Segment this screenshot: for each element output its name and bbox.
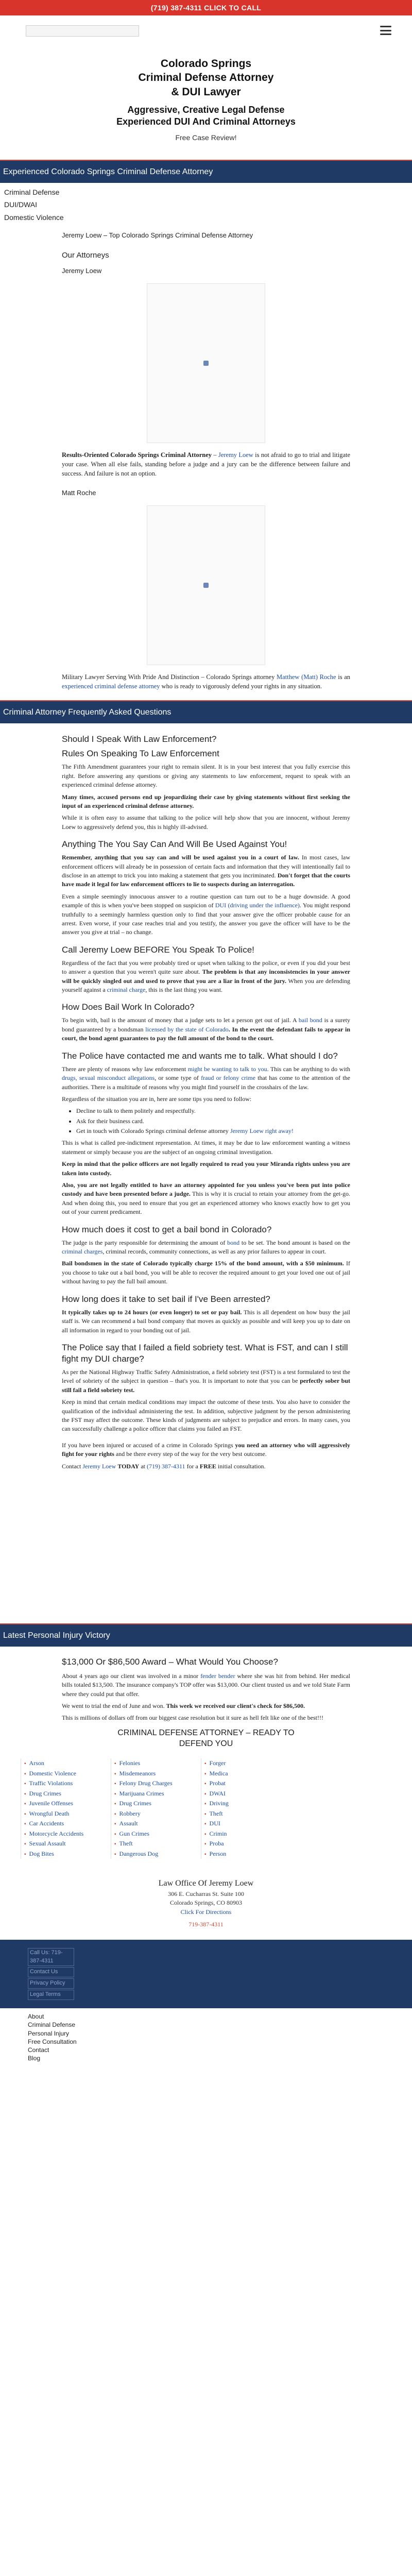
cda-item[interactable]: ▪ Forger xyxy=(204,1758,291,1769)
cda-item[interactable]: ▪ Car Accidents xyxy=(24,1819,111,1829)
cda-item[interactable]: ▪ Theft xyxy=(204,1809,291,1819)
faq-section xyxy=(62,723,350,1489)
directions-link[interactable]: Click For Directions xyxy=(180,1908,232,1916)
faq-text: to be set. The bond amount is based on the xyxy=(241,1239,351,1246)
footer-contact-link[interactable]: Contact Us xyxy=(28,1967,74,1977)
cda-column-2 xyxy=(111,1758,201,1859)
bio-text: is an xyxy=(338,673,351,681)
faq-text: In most cases, law enforcement officers will already be in possession of certain facts and information that they will intentionally fail to disclose in an attempt to trick you into making a statement that gets you incriminated. xyxy=(62,854,350,879)
cda-item[interactable]: ▪ Marijuana Crimes xyxy=(114,1789,201,1799)
attorney-bio-matt xyxy=(62,672,350,691)
cda-item[interactable]: ▪ Dog Bites xyxy=(24,1849,111,1859)
cda-heading xyxy=(62,1728,350,1750)
hero-subtitle-line: Experienced DUI And Criminal Attorneys xyxy=(116,116,296,127)
free-case-review-link[interactable]: Free Case Review! xyxy=(175,133,237,142)
faq-text: To begin with, bail is the amount of money that a judge sets to let a person get out of jail. A xyxy=(62,1016,297,1024)
attorneys-section xyxy=(62,231,350,691)
hamburger-menu-icon[interactable] xyxy=(380,26,391,35)
faq-paragraph xyxy=(62,1065,350,1092)
bail-bond-link[interactable]: bail bond xyxy=(298,1016,322,1024)
faq-text: This is all dependent on how busy the jail staff is. We can recommend a bail bond company that moves as quickly as possible and will keep you up to date on all information in regard to your bonding out of jail. xyxy=(62,1308,350,1334)
faq-question: Should I Speak With Law Enforcement? xyxy=(62,734,217,744)
injury-heading: $13,000 Or $86,500 Award – What Would You Choose? xyxy=(62,1657,278,1667)
office-address-line: Colorado Springs, CO 80903 xyxy=(169,1899,242,1906)
faq-paragraph xyxy=(62,793,350,811)
list-item xyxy=(76,1127,350,1136)
cda-item[interactable]: ▪ Motorcycle Accidents xyxy=(24,1829,111,1839)
injury-paragraph xyxy=(62,1672,350,1699)
drugs-link[interactable]: drugs, sexual misconduct allegations xyxy=(62,1074,155,1082)
experienced-attorney-link[interactable]: experienced criminal defense attorney xyxy=(62,682,160,690)
faq-paragraph xyxy=(62,1308,350,1335)
office-address-line: 306 E. Cucharras St. Suite 100 xyxy=(168,1890,244,1897)
faq-paragraph: Regardless of the situation you are in, here are some tips you need to follow: xyxy=(62,1095,252,1103)
cda-item[interactable]: ▪ Felonies xyxy=(114,1758,201,1769)
faq-paragraph xyxy=(62,1441,350,1459)
cda-item[interactable]: ▪ Domestic Violence xyxy=(24,1769,111,1779)
practice-section-bar: Experienced Colorado Springs Criminal Defense Attorney xyxy=(0,160,412,183)
faq-strong: It typically takes up to 24 hours (or even longer) to set or pay bail. xyxy=(62,1308,242,1316)
hamburger-line xyxy=(380,26,391,27)
cda-item[interactable]: ▪ DUI xyxy=(204,1819,291,1829)
cda-item[interactable]: ▪ Medica xyxy=(204,1769,291,1779)
faq-paragraph xyxy=(62,1016,350,1043)
footer-nav-personal-injury[interactable]: Personal Injury xyxy=(28,2029,70,2037)
cda-item[interactable]: ▪ Proba xyxy=(204,1839,291,1849)
phone-link[interactable]: (719) 387-4311 xyxy=(147,1462,185,1470)
bond-link[interactable]: bond xyxy=(227,1239,240,1246)
faq-paragraph xyxy=(62,853,350,889)
attorney-photo-matt xyxy=(147,505,265,665)
faq-paragraph xyxy=(62,1160,350,1178)
jeremy-loew-link[interactable]: Jeremy Loew xyxy=(82,1462,116,1470)
faq-paragraph: While it is often easy to assume that talking to the police will help show that you are innocent, without Jeremy Loew to aggressively defend you, this is highly ill-advised. xyxy=(62,814,350,831)
faq-strong: Remember, anything that you say can and will be used against you in a court of law. xyxy=(62,854,299,861)
cda-item[interactable]: ▪ Theft xyxy=(114,1839,201,1849)
footer-nav-contact[interactable]: Contact xyxy=(28,2046,49,2054)
cda-heading-line: DEFEND YOU xyxy=(179,1739,233,1748)
injury-strong: This week we received our client's check for $86,500. xyxy=(166,1702,305,1709)
bio-text: Military Lawyer Serving With Pride And Distinction – Colorado Springs attorney xyxy=(62,673,275,681)
faq-strong: . In the event the defendant fails to appear in court, the bond agent guarantees to pay the full amount of the bond to the court. xyxy=(62,1025,351,1042)
cda-column-1 xyxy=(21,1758,111,1859)
faq-text: that has come to the attention of the authorities. There is a multitude of reasons why you might find yourself in the crosshairs of the law. xyxy=(62,1074,351,1091)
criminal-charges-link[interactable]: criminal charges xyxy=(62,1248,103,1256)
faq-text: If you have been injured or accused of a crime in Colorado Springs xyxy=(62,1441,233,1449)
fender-bender-link[interactable]: fender bender xyxy=(200,1672,235,1680)
list-item: • Decline to talk to them politely and respectfully. xyxy=(76,1107,350,1115)
faq-text: This is why it is crucial to retain your attorney from the get-go. And when doing this, you need to ensure that you get an experienced attorney who knows exactly how to get you out of your current predicament. xyxy=(62,1190,350,1216)
footer-nav-about[interactable]: About xyxy=(28,2013,44,2021)
faq-text: initial consultation. xyxy=(217,1462,266,1470)
hamburger-line xyxy=(380,33,391,35)
faq-paragraph: The Fifth Amendment guarantees your right to remain silent. It is in your best interest that you fully exercise this right. Before answering any questions or giving any statements to law enforcement, request to speak with an experienced criminal defense attorney. xyxy=(62,763,350,789)
faq-question: How long does it take to set bail if I've Been arrested? xyxy=(62,1294,270,1304)
faq-paragraph xyxy=(62,1368,350,1395)
faq-paragraph xyxy=(62,1181,350,1217)
cda-item[interactable]: ▪ Wrongful Death xyxy=(24,1809,111,1819)
faq-paragraph: This is what is called pre-indictment representation. At times, it may be due to law enforcement wanting a witness statement or simply because you are the subject of an ongoing criminal investigation. xyxy=(62,1139,350,1156)
faq-text: Even a simple seemingly innocuous answer to a routine question can turn out to be a huge downside. A good example of this is when you've been stopped on suspicion of xyxy=(62,892,350,909)
jeremy-loew-link[interactable]: Jeremy Loew right away! xyxy=(230,1127,294,1135)
bio-strong: Results-Oriented Colorado Springs Criminal Attorney xyxy=(62,451,212,459)
faq-question: The Police say that I failed a field sobriety test. What is FST, and can I still fight my DUI charge? xyxy=(62,1342,348,1364)
office-phone-link[interactable]: 719-387-4311 xyxy=(188,1921,224,1928)
faq-paragraph: Keep in mind that certain medical conditions may impact the outcome of these tests. You also have to consider the qualification of the individual administering the test. In addition, subjective judgment by the person administering the FST may affect the outcome. These kinds of judgments are subject to prejudice and errors. In many cases, you can successfully challenge a police officer that claims you failed an FST. xyxy=(62,1398,350,1433)
hero-title-line: Colorado Springs xyxy=(160,58,252,70)
hamburger-line xyxy=(380,30,391,31)
footer-nav xyxy=(0,2008,412,2083)
cda-item[interactable]: ▪ Drug Crimes xyxy=(24,1789,111,1799)
faq-text: is a surety bond guaranteed by a bondsman xyxy=(62,1016,351,1033)
jeremy-loew-link[interactable]: Jeremy Loew xyxy=(218,451,253,459)
cda-item[interactable]: ▪ Juvenile Offenses xyxy=(24,1799,111,1809)
faq-text: If you choose to take out a bail bond, you will be able to recover the required amount to get your loved one out of jail without having to pay the full bail amount. xyxy=(62,1260,350,1285)
footer-nav-blog[interactable]: Blog xyxy=(28,2055,41,2062)
cda-item[interactable]: ▪ Traffic Violations xyxy=(24,1778,111,1789)
injury-text: About 4 years ago our client was involved in a minor xyxy=(62,1672,199,1680)
faq-paragraph xyxy=(62,1462,350,1471)
faq-question: How Does Bail Work In Colorado? xyxy=(62,1002,195,1012)
hero-subtitle-line: Aggressive, Creative Legal Defense xyxy=(127,104,285,115)
attorney-tab-title[interactable]: Jeremy Loew – Top Colorado Springs Criminal Defense Attorney xyxy=(62,231,253,240)
footer-nav-free-consultation[interactable]: Free Consultation xyxy=(28,2038,77,2045)
talk-to-you-link[interactable]: might be wanting to talk to you xyxy=(187,1065,267,1073)
faq-paragraph xyxy=(62,1259,350,1286)
bio-text: who is ready to vigorously defend your rights in any situation. xyxy=(161,682,322,690)
injury-section xyxy=(62,1647,350,1758)
faq-strong: TODAY xyxy=(117,1462,140,1470)
faq-strong: Don't forget that the courts have made it legal for law enforcement officers to lie to suspects during an interrogation. xyxy=(62,871,351,888)
practice-item-criminal-defense[interactable]: Criminal Defense xyxy=(4,188,60,197)
footer-privacy-link[interactable]: Privacy Policy xyxy=(28,1978,74,1989)
faq-text: As per the National Highway Traffic Safety Administration, a field sobriety test (FST) is a test formulated to test the level of sobriety of the subject in question – that's you. It is important to note that you can be xyxy=(62,1368,350,1385)
cda-item[interactable]: ▪ Gun Crimes xyxy=(114,1829,201,1839)
injury-section-bar: Latest Personal Injury Victory xyxy=(0,1623,412,1647)
practice-item-dui[interactable]: DUI/DWAI xyxy=(4,200,38,209)
our-attorneys-heading: Our Attorneys xyxy=(62,250,109,260)
attorney-name-matt: Matt Roche xyxy=(62,488,96,497)
faq-text: Get in touch with Colorado Springs criminal defense attorney xyxy=(76,1127,229,1135)
office-name: Law Office Of Jeremy Loew xyxy=(158,1879,254,1888)
cda-item[interactable]: ▪ DWAI xyxy=(204,1789,291,1799)
faq-strong: Keep in mind that the police officers are not legally required to read you your Miranda rights unless you are taken into custody. xyxy=(62,1160,350,1177)
faq-text: , or some type of xyxy=(154,1074,199,1082)
hero-title-line: Criminal Defense Attorney xyxy=(138,72,274,84)
bio-text: is not afraid to go to trial and litigate your case. When all else fails, standing before a judge and a jury can be the difference between failure and success. And failure is not an option. xyxy=(62,451,351,477)
hero-title-line: & DUI Lawyer xyxy=(171,86,241,98)
faq-paragraph xyxy=(62,1239,350,1257)
faq-text: , this is the last thing you want. xyxy=(145,986,223,993)
faq-text: The judge is the party responsible for determining the amount of xyxy=(62,1239,226,1246)
cda-grid xyxy=(21,1758,412,1859)
cda-item[interactable]: ▪ Assault xyxy=(114,1819,201,1829)
office-info xyxy=(0,1859,412,1939)
faq-strong: perfectly sober but still fail a field sobriety test. xyxy=(62,1377,351,1394)
cda-item[interactable]: ▪ Sexual Assault xyxy=(24,1839,111,1849)
faq-strong: FREE xyxy=(199,1462,216,1470)
cda-heading-line: CRIMINAL DEFENSE ATTORNEY – READY TO xyxy=(117,1728,295,1737)
cda-item[interactable]: ▪ Driving xyxy=(204,1799,291,1809)
faq-paragraph xyxy=(62,959,350,995)
faq-subheading: Rules On Speaking To Law Enforcement xyxy=(62,749,219,759)
faq-strong: Also, you are not legally entitled to have an attorney appointed for you unless you've been put into police custody and have been presented before a judge. xyxy=(62,1181,350,1198)
blank-spacer xyxy=(0,1489,412,1623)
faq-text: for a xyxy=(186,1462,198,1470)
site-logo[interactable] xyxy=(26,25,139,37)
injury-paragraph: This is millions of dollars off from our biggest case resolution but it sure as hell felt like one of the best!!! xyxy=(62,1714,324,1722)
cda-item[interactable]: ▪ Crimin xyxy=(204,1829,291,1839)
list-item: • Ask for their business card. xyxy=(76,1117,350,1126)
injury-text: We went to trial the end of June and won. xyxy=(62,1702,165,1709)
faq-text: When you are defending yourself against a xyxy=(62,977,350,993)
faq-section-bar: Criminal Attorney Frequently Asked Questions xyxy=(0,700,412,723)
faq-question: How much does it cost to get a bail bond in Colorado? xyxy=(62,1224,272,1234)
cda-item[interactable]: ▪ Robbery xyxy=(114,1809,201,1819)
faq-strong: The problem is that any inconsistencies in your answer will be quickly singled out and used to prove that you are a liar in front of the jury. xyxy=(62,968,351,985)
matt-roche-link[interactable]: Matthew (Matt) Roche xyxy=(277,673,336,681)
hero-subtitle xyxy=(21,104,391,128)
faq-question: Call Jeremy Loew BEFORE You Speak To Police! xyxy=(62,944,254,955)
faq-question: The Police have contacted me and wants me to talk. What should I do? xyxy=(62,1050,338,1061)
attorney-name-jeremy: Jeremy Loew xyxy=(62,266,102,275)
footer-terms-link[interactable]: Legal Terms xyxy=(28,1990,74,2000)
criminal-charge-link[interactable]: criminal charge xyxy=(107,986,146,993)
site-header xyxy=(0,15,412,46)
cda-item[interactable]: ▪ Felony Drug Charges xyxy=(114,1778,201,1789)
hero-section xyxy=(0,46,412,160)
click-to-call-link[interactable]: (719) 387-4311 CLICK TO CALL xyxy=(150,3,262,12)
cda-item[interactable]: ▪ Drug Crimes xyxy=(114,1799,201,1809)
image-placeholder-icon xyxy=(203,583,209,588)
hero-title xyxy=(21,57,391,99)
faq-text: . This can be anything to do with xyxy=(267,1065,351,1073)
top-call-bar xyxy=(0,0,412,15)
attorney-bio-jeremy: Results-Oriented Colorado Springs Criminal Attorney – Jeremy Loew is not afraid to go to trial and litigate your case. When all else fails, standing before a judge and a jury can be the difference between failure and success. And failure is not an option. xyxy=(62,451,351,477)
fraud-felony-link[interactable]: fraud or felony crime xyxy=(201,1074,255,1082)
cda-columns-wrap xyxy=(0,1758,412,1859)
cda-item[interactable]: ▪ Arson xyxy=(24,1758,111,1769)
injury-text: where she was hit from behind. Her medical bills totaled $13,500. The insurance company's TOP offer was $13,000. Our client trusted us and we told State Farm where they could put that offer. xyxy=(62,1672,351,1698)
faq-strong: Many times, accused persons end up jeopardizing their case by giving statements without first seeking the input of an experienced criminal defense attorney. xyxy=(62,793,350,809)
faq-text: and be there every step of the way for the very best outcome. xyxy=(115,1450,267,1458)
cda-item[interactable]: ▪ Dangerous Dog xyxy=(114,1849,201,1859)
injury-paragraph xyxy=(62,1702,350,1710)
faq-strong: you need an attorney who will aggressively fight for your rights xyxy=(62,1441,350,1458)
footer-nav-criminal-defense[interactable]: Criminal Defense xyxy=(28,2021,76,2029)
cda-item[interactable]: ▪ Person xyxy=(204,1849,291,1859)
cda-item[interactable]: ▪ Probat xyxy=(204,1778,291,1789)
tips-list xyxy=(76,1107,350,1136)
dui-link[interactable]: DUI (driving under the influence) xyxy=(215,902,300,909)
faq-text: . You might respond truthfully to a seemingly harmless question only to find that your answer give the officer probable cause for an arrest. Even worse, if your case reaches trial and you testify, the answer you gave the officer will have to be the answer you give at trial – no change. xyxy=(62,902,351,936)
licensed-link[interactable]: licensed by the state of Colorado xyxy=(145,1025,229,1033)
footer-bar xyxy=(0,1940,412,2009)
faq-text: at xyxy=(141,1462,146,1470)
practice-list xyxy=(0,183,412,229)
faq-text: Regardless of the fact that you were probably tired or upset when talking to the police, or even if you did your best to answer a question that you weren't quite sure about. xyxy=(62,959,350,976)
faq-text: Contact xyxy=(62,1462,81,1470)
image-placeholder-icon xyxy=(203,361,209,366)
faq-text: There are plenty of reasons why law enforcement xyxy=(62,1065,186,1073)
faq-question: Anything The You Say Can And Will Be Used Against You! xyxy=(62,839,287,850)
cda-column-3 xyxy=(201,1758,291,1859)
cda-item[interactable]: ▪ Misdemeanors xyxy=(114,1769,201,1779)
footer-call-link[interactable]: Call Us: 719-387-4311 xyxy=(28,1948,74,1967)
faq-paragraph xyxy=(62,892,350,937)
practice-item-domestic-violence[interactable]: Domestic Violence xyxy=(4,213,64,222)
faq-strong: Bail bondsmen in the state of Colorado typically charge 15% of the bond amount, with a $50 minimum. xyxy=(62,1260,344,1267)
attorney-photo-jeremy xyxy=(147,283,265,443)
faq-text: , criminal records, community connections, as well as any prior failures to appear in court. xyxy=(102,1248,327,1256)
